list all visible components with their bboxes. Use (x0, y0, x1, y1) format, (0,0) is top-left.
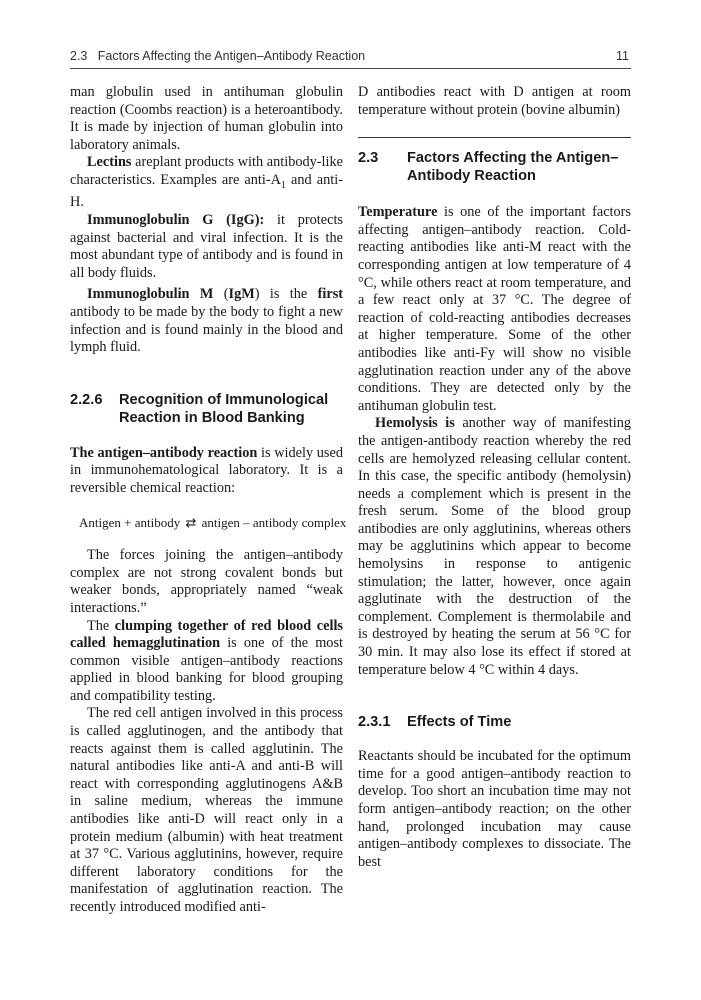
paragraph-forces: The forces joining the antigen–antibody complex are not strong covalent bonds but weaker bonds, appropriately named “weak interactions.” (70, 547, 343, 616)
paragraph-continued: D antibodies react with D antigen at room temperature without protein (bovine albumin) (358, 84, 631, 118)
paragraph-red-cell: The red cell antigen involved in this process is called agglutinogen, and the antibody that reacts against them is called agglutinin. The natural antibodies like anti-A and anti-B will react with corresponding agglutinogens A&B in saline medium, whereas the immune antibodies like anti-D will react only in a protein medium (albumin) with heat treatment at 37 °C. Various agglutinins, however, require different laboratory conditions for the manifestation of agglutination reaction. The recently introduced modified anti- (70, 705, 343, 916)
equation-right: antigen – antibody complex (201, 514, 347, 530)
page-number: 11 (616, 49, 629, 63)
section-heading-2-2-6 (70, 391, 343, 427)
igm-text: is the (259, 286, 318, 303)
equation-left: Antigen + antibody (79, 514, 181, 530)
term-hemagglutination: clumping together of red blood cells called hemagglutination (70, 617, 343, 652)
paragraph-time: Reactants should be incubated for the optimum time for a good antigen–antibody reaction to develop. Too short an incubation time may not form antigen–antibody reaction; on the other hand, prolonged incubation may cause antigen–antibody complexes to dissociate. The best (358, 748, 631, 870)
paragraph-reaction (70, 445, 343, 498)
paragraph-temperature (358, 204, 631, 415)
paragraph-lectins (70, 154, 343, 212)
term-igm: Immunoglobulin M (87, 286, 214, 303)
equilibrium-arrow-icon: ⇄ (185, 515, 197, 531)
term-igg: Immunoglobulin G (IgG): (87, 212, 265, 229)
section-title: Factors Affecting the Antigen–Antibody Reaction (407, 150, 619, 185)
reaction-text: is widely used in immunohematological laboratory. It is a reversible chemical reaction: (70, 444, 343, 496)
lectins-text-end: and anti-H. (70, 171, 343, 211)
paragraph-igm (70, 286, 343, 356)
term-igm-abbr: IgM (228, 286, 255, 303)
term-first: first (317, 286, 344, 303)
section-heading-2-3 (358, 149, 631, 185)
section-number: 2.2.6 (70, 391, 103, 408)
igg-text: it protects against bacterial and viral infection. It is the most abundant type of antibody and is found in all body fluids. (70, 212, 343, 281)
paragraph-igg (70, 212, 343, 282)
igm-text-end: antibody to be made by the body to fight a new infection and is found mainly in the blood and lymph fluid. (70, 303, 343, 356)
left-column (70, 84, 347, 917)
right-column (358, 84, 631, 871)
section-rule (358, 137, 631, 138)
paragraph-clumping (70, 618, 343, 706)
term-hemolysis: Hemolysis is (375, 415, 455, 432)
paragraph-heteroantibody: man globulin used in antihuman globulin reaction (Coombs reaction) is a heteroantibody. It is made by injection of human globulin into laboratory animals. (70, 84, 343, 153)
hemolysis-text: another way of manifesting the antigen-antibody reaction whereby the red cells are hemolyzed releasing cellular content. In this case, the specific antibody (hemolysin) needs a complement which is present in the fresh serum. Some of the blood group antibodies are only agglutinins, whereas others may be agglutinins which appear to become hemolysins in response to antigenic stimulation; the latter, however, once again agglutinate with the destruction of the complement. Complement is thermolabile and is destroyed by heating the serum at 56 °C for 30 min. It may also lose its effect if stored at temperature below 4 °C within 4 days. (358, 415, 631, 678)
section-number: 2.3.1 (358, 714, 391, 731)
paragraph-hemolysis (358, 415, 631, 679)
running-header (70, 46, 631, 68)
section-heading-2-3-1 (358, 713, 631, 731)
term-temperature: Temperature (358, 204, 438, 221)
reaction-equation (70, 514, 347, 533)
running-title: 2.3 Factors Affecting the Antigen–Antibody Reaction (70, 49, 366, 63)
section-title: Recognition of Immunological Reaction in Blood Banking (119, 391, 329, 426)
clump-text: is one of the most common visible antigen–antibody reactions applied in blood banking for blood grouping and compatibility testing. (70, 635, 343, 704)
section-number: 2.3 (358, 150, 379, 167)
term-reaction: The antigen–antibody reaction (70, 444, 258, 461)
temperature-text: is one of the important factors affecting antigen–antibody reaction. Cold-reacting antibodies like anti-M react with the corresponding antigen at low temperature of 4 °C, while others react at room temperature, and a few react only at 37 °C. The degree of reaction of cold-reacting antibodies decreases at higher temperature. Some of the other antibodies like anti-Fy will show no visible agglutination reaction under any of the above conditions. They are detected only by the antihuman globulin test. (358, 204, 631, 414)
igm-paren-close: ) (254, 286, 260, 303)
section-title: Effects of Time (407, 714, 512, 731)
term-lectins: Lectins (87, 154, 132, 171)
lectins-text: areplant products with antibody-like characteristics. Examples are anti-A (70, 154, 343, 188)
igm-paren-open: ( (213, 286, 229, 303)
clump-text-start: The (87, 617, 115, 634)
header-rule (70, 68, 631, 69)
subscript-1: 1 (280, 179, 286, 191)
